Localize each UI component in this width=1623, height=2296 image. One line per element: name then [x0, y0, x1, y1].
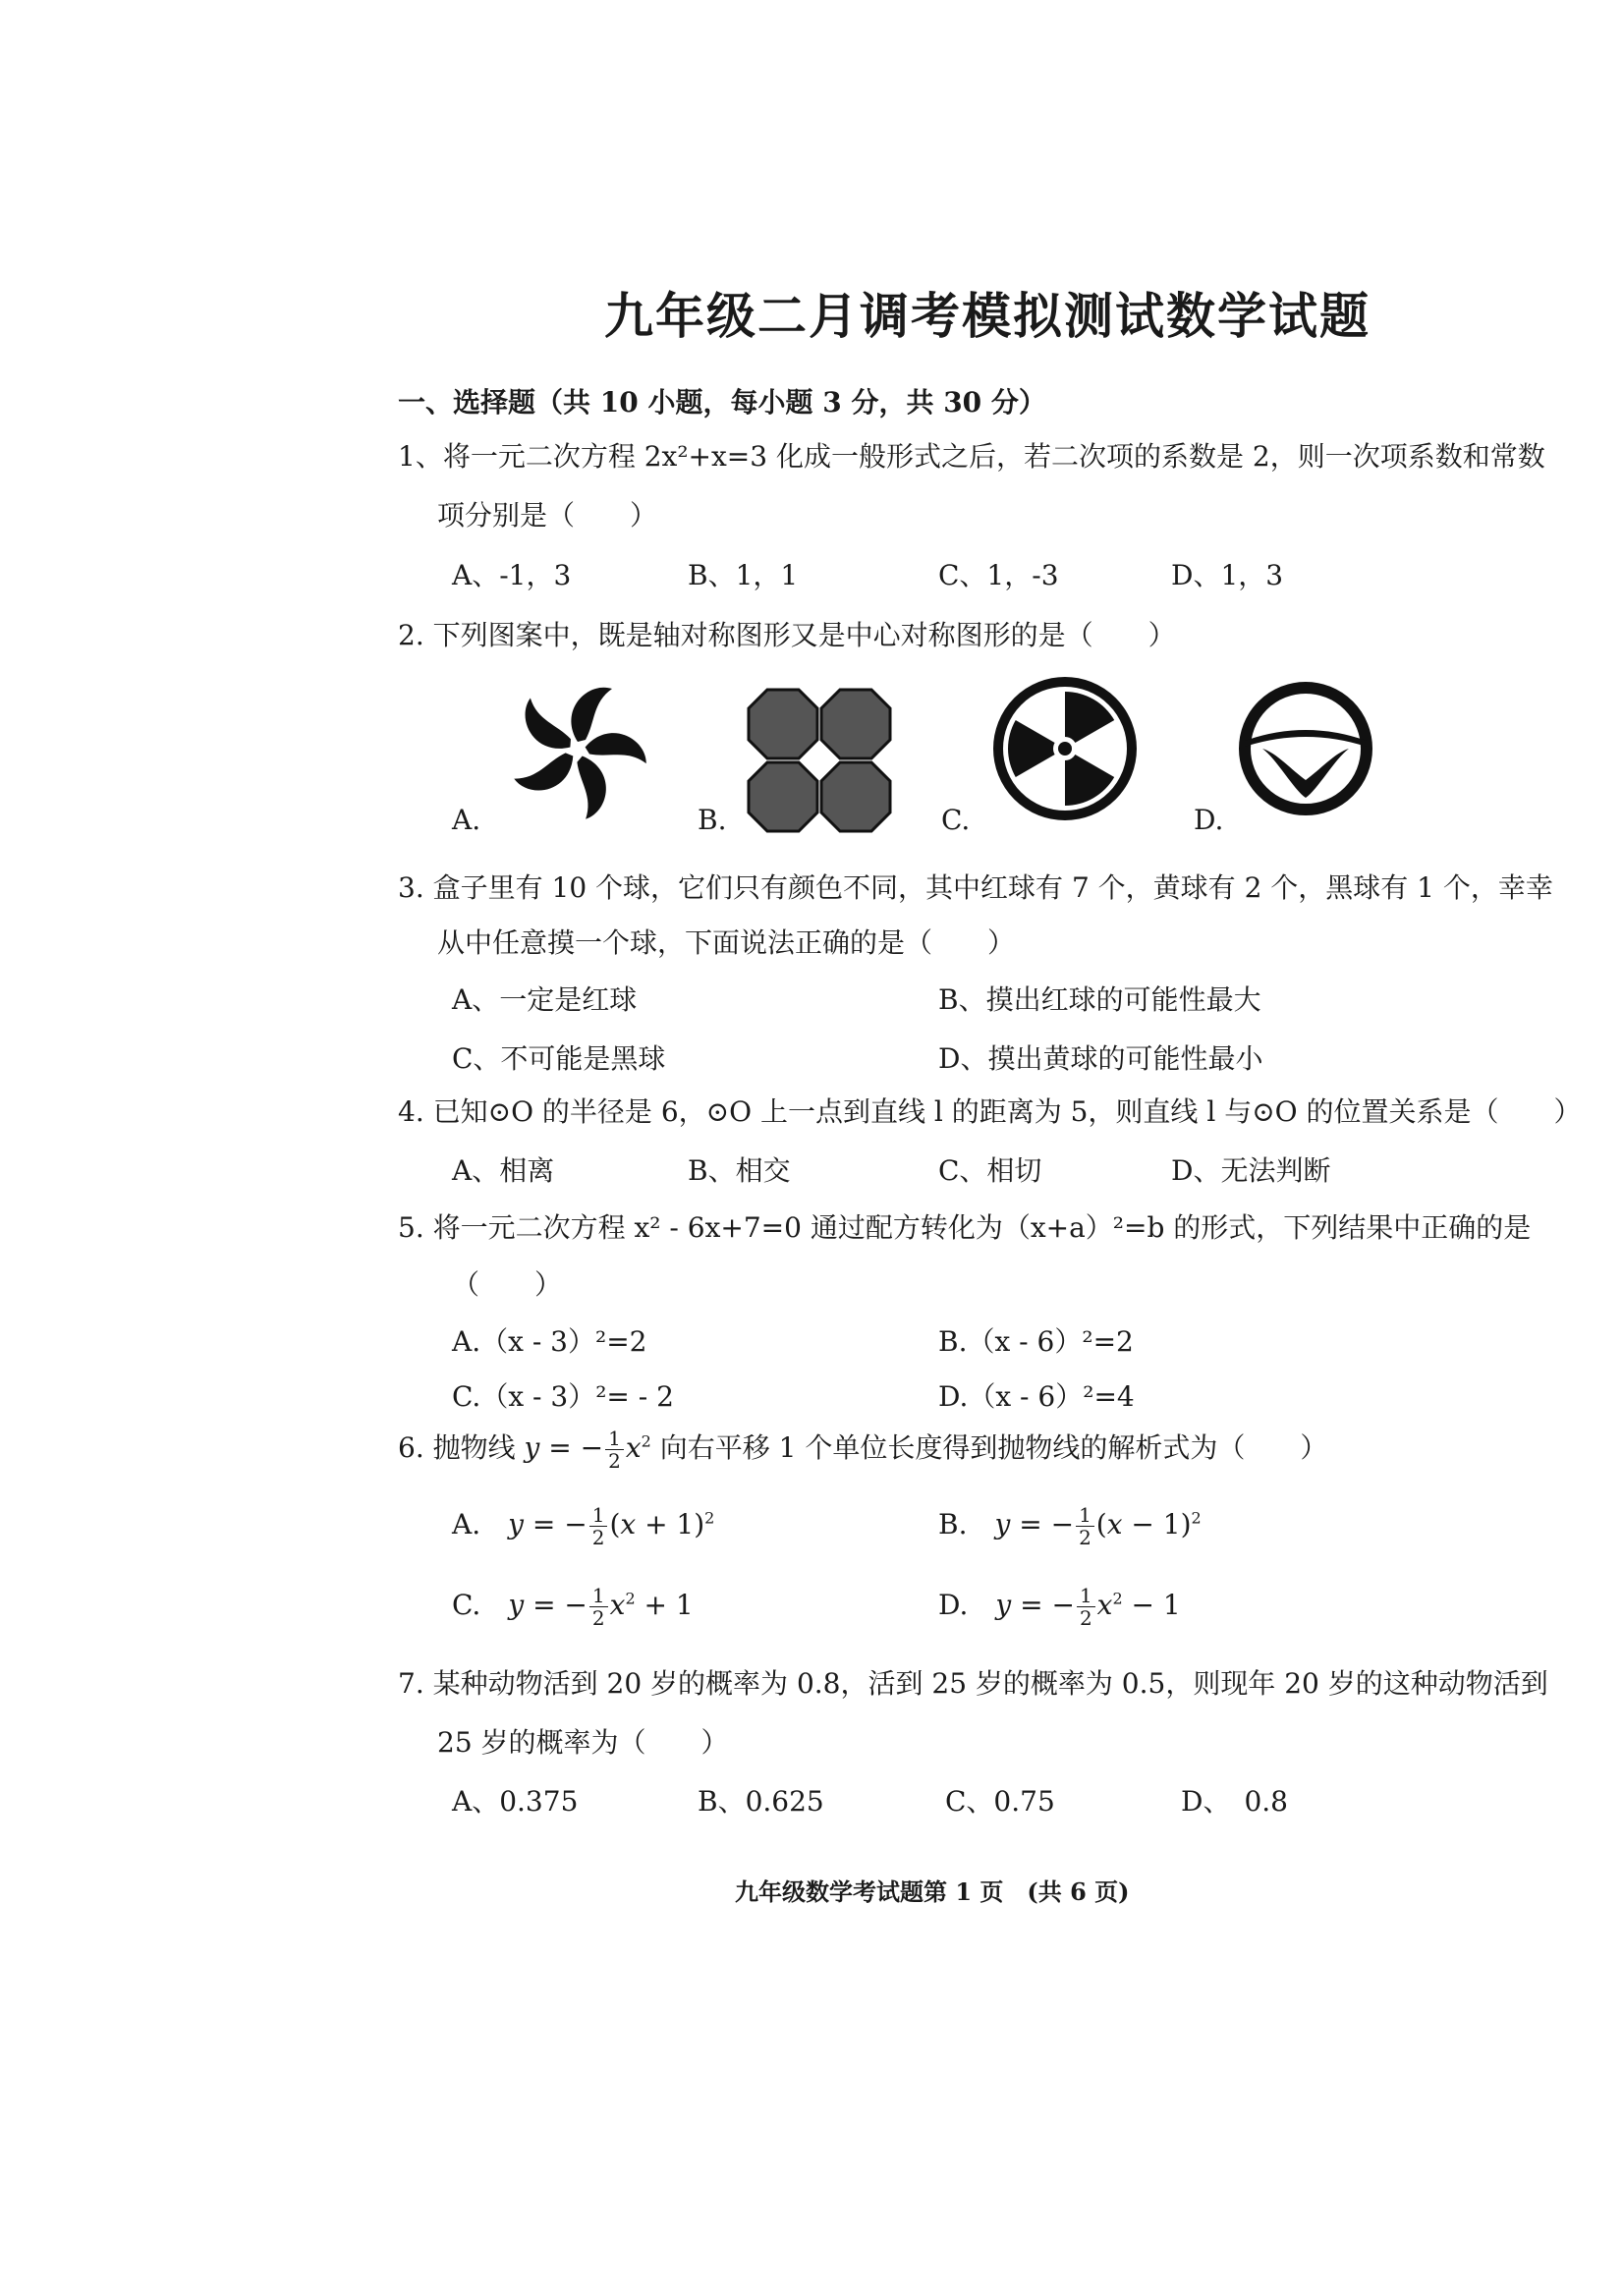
q7-option-d: D、 0.8	[1181, 1785, 1288, 1818]
q6-stem-prefix: 6. 抛物线	[398, 1431, 516, 1464]
q7-stem-line2: 25 岁的概率为（ ）	[437, 1726, 729, 1759]
q6-option-b-letter: B.	[938, 1508, 968, 1540]
q7-option-a: A、0.375	[452, 1785, 579, 1818]
q1-option-b: B、1，1	[688, 559, 799, 591]
section-heading: 一、选择题（共 10 小题，每小题 3 分，共 30 分）	[398, 386, 1046, 419]
q2-stem: 2. 下列图案中，既是轴对称图形又是中心对称图形的是（ ）	[398, 619, 1176, 651]
radiation-symbol-icon	[992, 676, 1138, 821]
q3-option-a: A、一定是红球	[452, 983, 638, 1016]
q6-option-d-letter: D.	[938, 1589, 969, 1621]
q4-option-a: A、相离	[452, 1154, 555, 1187]
q5-stem-line1: 5. 将一元二次方程 x² - 6x+7=0 通过配方转化为（x+a）²=b 的形式，下列结果中正确的是	[398, 1211, 1532, 1244]
q6-option-a-letter: A.	[452, 1508, 481, 1540]
q3-option-c: C、不可能是黑球	[452, 1042, 666, 1075]
q3-stem-line2: 从中任意摸一个球，下面说法正确的是（ ）	[437, 926, 1016, 959]
q6-option-b: B. y = − $\frac{1}{2}$ $(x - 1)^2$	[938, 1503, 1202, 1549]
octagon-pattern-icon	[747, 688, 892, 833]
q5-stem-line2: （ ）	[452, 1268, 563, 1301]
q7-option-b: B、0.625	[698, 1785, 824, 1818]
q3-option-d: D、摸出黄球的可能性最小	[938, 1042, 1263, 1075]
q6-option-c: C. y = − $\frac{1}{2}$ $x^2 + 1$	[452, 1584, 694, 1630]
page-title: 九年级二月调考模拟测试数学试题	[604, 287, 1371, 345]
q2-option-a: A.	[452, 804, 481, 836]
q2-option-d: D.	[1194, 804, 1224, 836]
circle-v-logo-icon	[1233, 676, 1378, 821]
q1-stem-line2: 项分别是（ ）	[437, 499, 658, 532]
q1-stem-line1: 1、将一元二次方程 2x²+x=3 化成一般形式之后，若二次项的系数是 2，则一次项系数和常数	[398, 440, 1545, 473]
q1-option-c: C、1，-3	[938, 559, 1059, 591]
q6-option-a: A. y = − $\frac{1}{2}$ $(x + 1)^2$	[452, 1503, 715, 1549]
q4-stem: 4. 已知⊙O 的半径是 6，⊙O 上一点到直线 l 的距离为 5，则直线 l 与⊙O 的位置关系是（ ）	[398, 1095, 1582, 1128]
q6-option-d: D. y = − $\frac{1}{2}$ $x^2 - 1$	[938, 1584, 1181, 1630]
q5-option-c: C.（x - 3）²= - 2	[452, 1380, 674, 1413]
q1-option-d: D、1，3	[1171, 559, 1284, 591]
q6-option-c-letter: C.	[452, 1589, 481, 1621]
q2-option-c: C.	[941, 804, 971, 836]
q1-option-a: A、-1，3	[452, 559, 572, 591]
q4-option-c: C、相切	[938, 1154, 1042, 1187]
bauhinia-flower-icon	[499, 676, 656, 823]
q5-option-b: B.（x - 6）²=2	[938, 1325, 1134, 1358]
q2-option-b: B.	[698, 804, 727, 836]
q6-formula: y = − $\frac{1}{2}$ $x^2$	[524, 1427, 651, 1473]
page-footer: 九年级数学考试题第 1 页 (共 6 页)	[735, 1877, 1130, 1906]
q3-option-b: B、摸出红球的可能性最大	[938, 983, 1261, 1016]
q4-option-d: D、无法判断	[1171, 1154, 1331, 1187]
q5-option-d: D.（x - 6）²=4	[938, 1380, 1135, 1413]
q7-stem-line1: 7. 某种动物活到 20 岁的概率为 0.8，活到 25 岁的概率为 0.5，则现年 20 岁的这种动物活到	[398, 1667, 1548, 1700]
q6-stem-suffix: 向右平移 1 个单位长度得到抛物线的解析式为（ ）	[659, 1431, 1328, 1464]
q3-stem-line1: 3. 盒子里有 10 个球，它们只有颜色不同，其中红球有 7 个，黄球有 2 个，黑球有 1 个，幸幸	[398, 871, 1553, 904]
q5-option-a: A.（x - 3）²=2	[452, 1325, 647, 1358]
q4-option-b: B、相交	[688, 1154, 791, 1187]
q7-option-c: C、0.75	[945, 1785, 1055, 1818]
q6-stem	[398, 1427, 1327, 1472]
